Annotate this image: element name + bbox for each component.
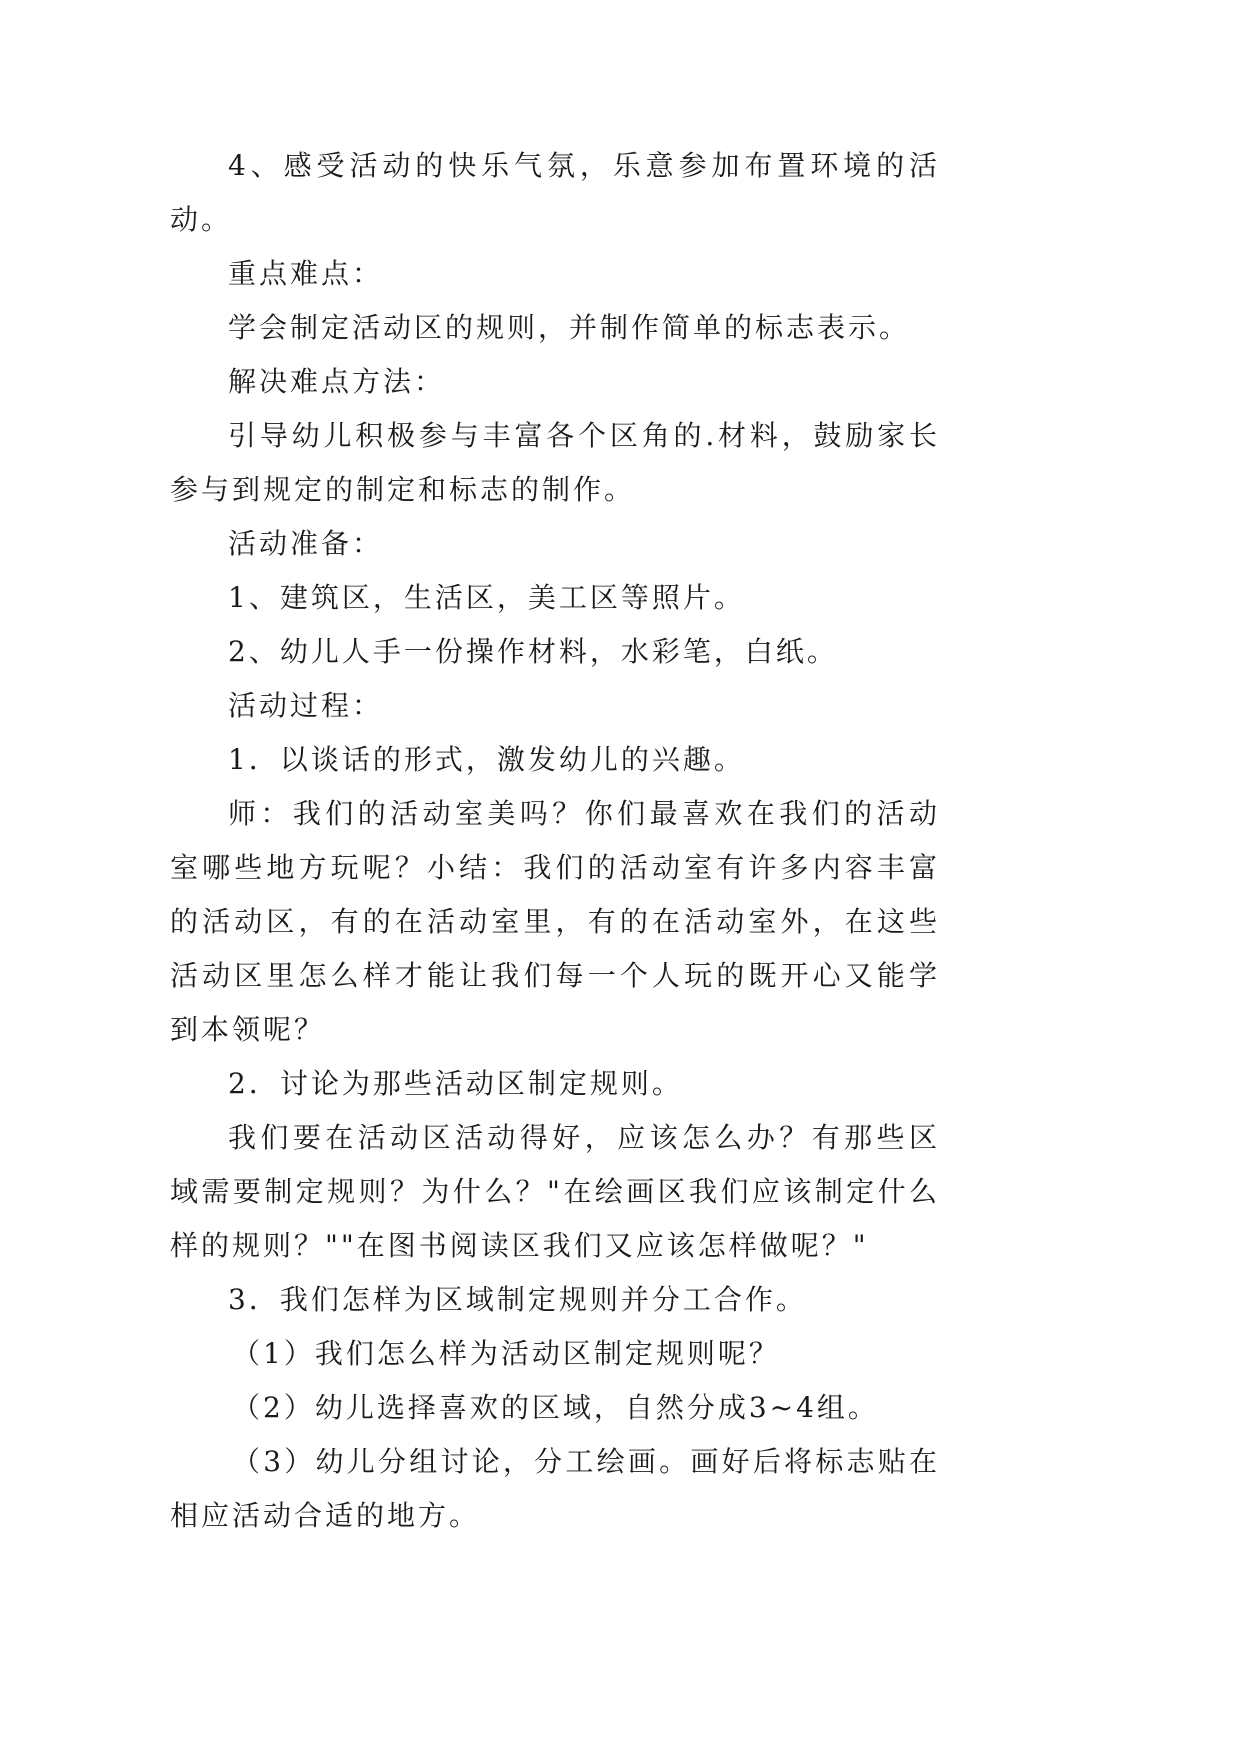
sub-step-2: （2）幼儿选择喜欢的区域，自然分成3~4组。 (232, 1391, 879, 1424)
document-body (170, 139, 940, 1543)
process-step-2: 2．讨论为那些活动区制定规则。 (228, 1067, 683, 1100)
preparation-item-1: 1、建筑区，生活区，美工区等照片。 (228, 581, 745, 614)
process-step-1: 1．以谈话的形式，激发幼儿的兴趣。 (228, 743, 745, 776)
heading-key-difficulties: 重点难点： (228, 257, 384, 290)
heading-process: 活动过程： (228, 689, 384, 722)
objective-4: 4、感受活动的快乐气氛，乐意参加布置环境的活动。 (170, 149, 940, 236)
heading-preparation: 活动准备： (228, 527, 384, 560)
teacher-dialogue: 师：我们的活动室美吗？你们最喜欢在我们的活动室哪些地方玩呢？小结：我们的活动室有许多内容丰富的活动区，有的在活动室里，有的在活动室外，在这些活动区里怎么样才能让我们每一个人玩的既开心又能学到本领呢？ (170, 797, 940, 1046)
sub-step-3: （3）幼儿分组讨论，分工绘画。画好后将标志贴在相应活动合适的地方。 (170, 1445, 940, 1532)
process-step-3: 3．我们怎样为区域制定规则并分工合作。 (228, 1283, 807, 1316)
discussion-text: 我们要在活动区活动得好，应该怎么办？有那些区域需要制定规则？为什么？"在绘画区我们应该制定什么样的规则？""在图书阅读区我们又应该怎样做呢？" (170, 1121, 940, 1262)
solution-methods-text: 引导幼儿积极参与丰富各个区角的.材料，鼓励家长参与到规定的制定和标志的制作。 (170, 419, 940, 506)
preparation-item-2: 2、幼儿人手一份操作材料，水彩笔，白纸。 (228, 635, 838, 668)
heading-solution-methods: 解决难点方法： (228, 365, 446, 398)
sub-step-1: （1）我们怎么样为活动区制定规则呢？ (232, 1337, 780, 1370)
key-difficulties-text: 学会制定活动区的规则，并制作简单的标志表示。 (228, 311, 911, 344)
